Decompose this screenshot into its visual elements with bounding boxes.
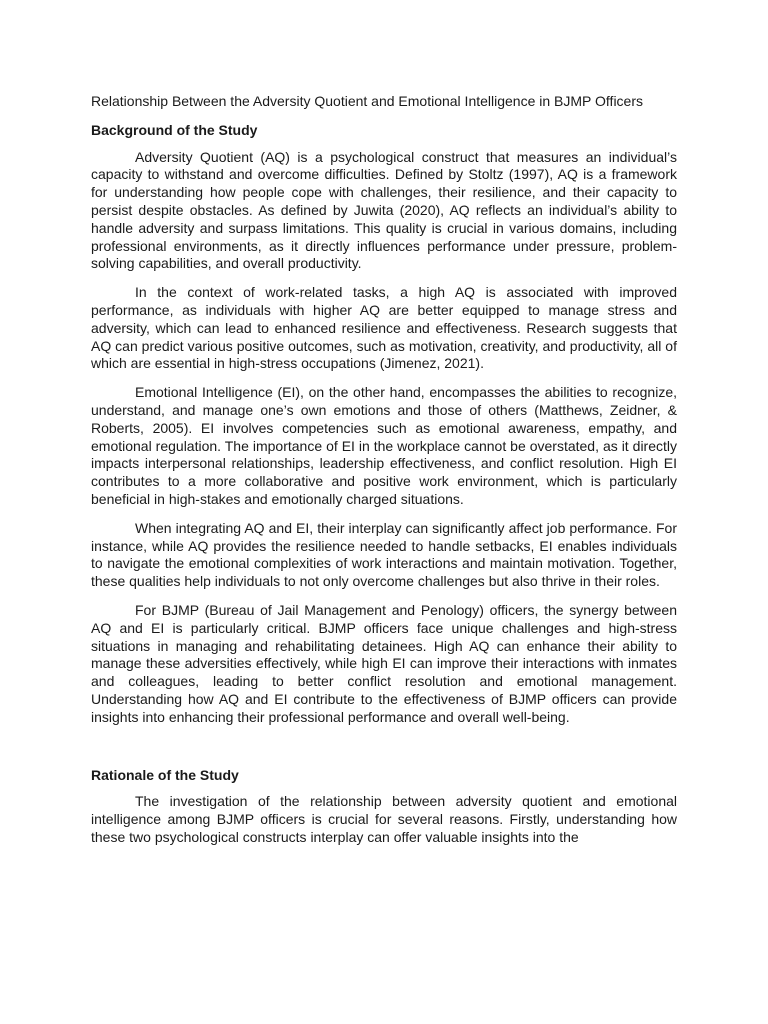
paragraph: For BJMP (Bureau of Jail Management and Penology) officers, the synergy between AQ and EI is particularly critical. BJMP officers face unique challenges and high-stress situations in managing and rehabilitating detainees. High AQ can enhance their ability to manage these adversities effectively, while high EI can improve their interactions with inmates and colleagues, leading to better conflict resolution and emotional management. Understanding how AQ and EI contribute to the effectiveness of BJMP officers can provide insights into enhancing their professional performance and overall well-being. [91, 601, 677, 725]
document-title: Relationship Between the Adversity Quotient and Emotional Intelligence in BJMP Officers [91, 93, 644, 109]
section-heading-rationale: Rationale of the Study [91, 766, 239, 783]
paragraph: In the context of work-related tasks, a high AQ is associated with improved performance, as individuals with higher AQ are better equipped to manage stress and adversity, which can lead to enhanced resilience and effectiveness. Research suggests that AQ can predict various positive outcomes, such as motivation, creativity, and productivity, all of which are essential in high-stress occupations (Jimenez, 2021). [91, 284, 677, 372]
section-spacer [91, 738, 677, 767]
paragraph: Emotional Intelligence (EI), on the other hand, encompasses the abilities to recognize, understand, and manage one’s own emotions and those of others (Matthews, Zeidner, & Roberts, 2005). EI involves competencies such as emotional awareness, empathy, and emotional regulation. The importance of EI in the workplace cannot be overstated, as it directly impacts interpersonal relationships, leadership effectiveness, and conflict resolution. High EI contributes to a more collaborative and positive work environment, which is particularly beneficial in high-stakes and emotionally charged situations. [91, 384, 677, 507]
section-heading-background: Background of the Study [91, 121, 258, 138]
paragraph: When integrating AQ and EI, their interplay can significantly affect job performance. For instance, while AQ provides the resilience needed to handle setbacks, EI enables individuals to navigate the emotional complexities of work interactions and maintain motivation. Together, these qualities help individuals to not only overcome challenges but also thrive in their roles. [91, 519, 677, 590]
paragraph: The investigation of the relationship between adversity quotient and emotional intelligence among BJMP officers is crucial for several reasons. Firstly, understanding how these two psychological constructs interplay can offer valuable insights into the [91, 793, 677, 845]
paragraph: Adversity Quotient (AQ) is a psychological construct that measures an individual’s capacity to withstand and overcome difficulties. Defined by Stoltz (1997), AQ is a framework for understanding how people cope with challenges, their resilience, and their capacity to persist despite obstacles. As defined by Juwita (2020), AQ reflects an individual’s ability to handle adversity and surpass limitations. This quality is crucial in various domains, including professional environments, as it directly influences performance under pressure, problem-solving capabilities, and overall productivity. [91, 148, 677, 272]
document-body [91, 93, 677, 858]
